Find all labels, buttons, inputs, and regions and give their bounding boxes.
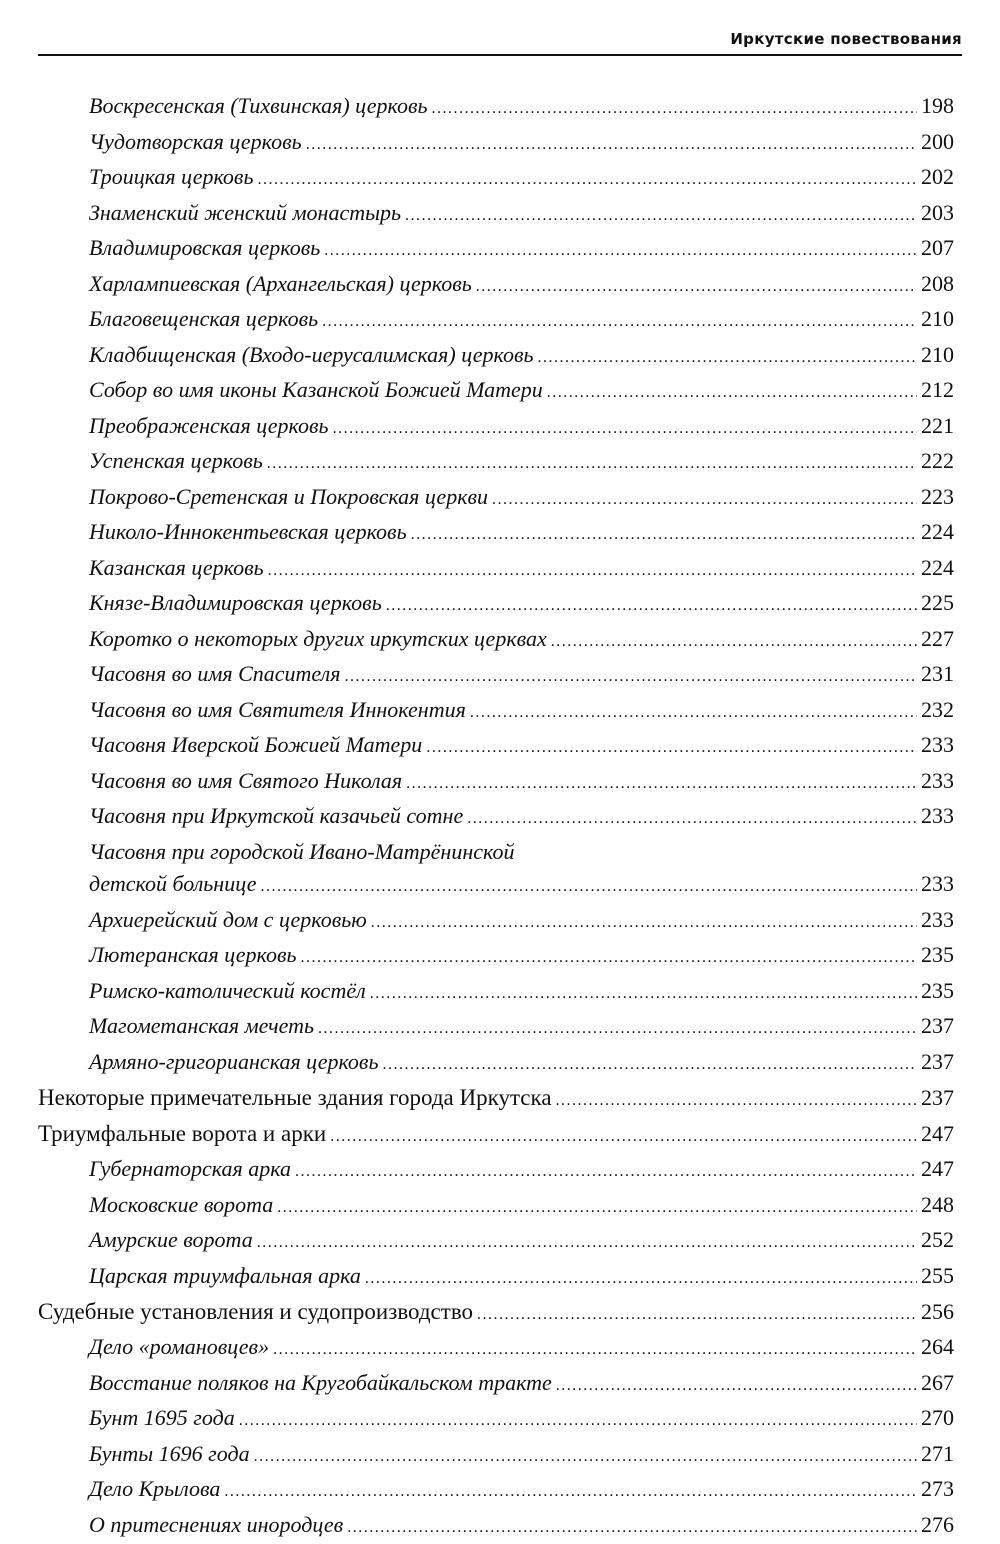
toc-entry-line — [89, 161, 954, 197]
toc-entry-page-number: 233 — [921, 765, 954, 798]
toc-entry-title: Преображенская церковь — [89, 410, 329, 443]
dot-leader — [257, 1227, 917, 1260]
toc-entry — [0, 1331, 1000, 1367]
toc-entry-page-number: 221 — [921, 410, 954, 443]
toc-entry-page-number: 210 — [921, 303, 954, 336]
toc-entry-line — [89, 374, 954, 410]
toc-entry — [0, 445, 1000, 481]
toc-entry-page-number: 207 — [921, 232, 954, 265]
toc-entry-page-number: 233 — [921, 800, 954, 833]
toc-entry — [0, 90, 1000, 126]
toc-entry-line — [89, 1153, 954, 1189]
toc-entry-title: Бунты 1696 года — [89, 1438, 250, 1471]
dot-leader — [273, 1334, 917, 1367]
toc-entry-title: Знаменский женский монастырь — [89, 197, 401, 230]
dot-leader — [492, 484, 917, 517]
toc-entry-line — [89, 268, 954, 304]
toc-entry — [0, 1295, 1000, 1331]
toc-entry — [0, 1224, 1000, 1260]
toc-entry-page-number: 232 — [921, 694, 954, 727]
dot-leader — [371, 907, 917, 940]
toc-entry-title: Воскресенская (Тихвинская) церковь — [89, 90, 428, 123]
toc-entry — [0, 1189, 1000, 1225]
toc-entry-title: Магометанская мечеть — [89, 1010, 314, 1043]
toc-entry-page-number: 224 — [921, 516, 954, 549]
toc-entry-title: Часовня во имя Святого Николая — [89, 765, 402, 798]
toc-entry-title: Троицкая церковь — [89, 161, 253, 194]
toc-entry-line — [89, 694, 954, 730]
dot-leader — [261, 871, 917, 904]
toc-entry-title: Триумфальные ворота и арки — [38, 1117, 326, 1150]
toc-entry-title: Часовня во имя Спасителя — [89, 658, 340, 691]
toc-entry-title: Часовня при Иркутской казачьей сотне — [89, 800, 463, 833]
toc-entry — [0, 232, 1000, 268]
dot-leader — [254, 1441, 917, 1474]
toc-entry-page-number: 198 — [921, 90, 954, 123]
toc-entry — [0, 303, 1000, 339]
dot-leader — [538, 342, 917, 375]
toc-entry-line — [38, 1117, 954, 1153]
toc-entry-page-number: 273 — [921, 1473, 954, 1506]
dot-leader — [224, 1476, 917, 1509]
toc-entry-title: Харлампиевская (Архангельская) церковь — [89, 268, 472, 301]
toc-entry-title: Губернаторская арка — [89, 1153, 291, 1186]
dot-leader — [406, 768, 917, 801]
toc-entry-line — [89, 1010, 954, 1046]
toc-entry-title: О притеснениях инородцев — [89, 1509, 343, 1542]
dot-leader — [547, 377, 917, 410]
toc-entry-line — [89, 90, 954, 126]
toc-entry-page-number: 233 — [921, 904, 954, 937]
toc-entry — [0, 765, 1000, 801]
toc-entry-title: детской больнице — [89, 868, 257, 901]
toc-entry-line — [89, 765, 954, 801]
toc-entry — [0, 800, 1000, 836]
toc-entry-page-number: 256 — [921, 1295, 954, 1328]
toc-entry-line — [89, 1260, 954, 1296]
toc-entry-line — [89, 232, 954, 268]
toc-entry — [0, 1117, 1000, 1153]
toc-entry — [0, 552, 1000, 588]
dot-leader — [365, 1263, 917, 1296]
toc-entry-line — [89, 481, 954, 517]
toc-entry-page-number: 208 — [921, 268, 954, 301]
toc-entry-page-number: 200 — [921, 126, 954, 159]
toc-entry-page-number: 276 — [921, 1509, 954, 1542]
dot-leader — [386, 590, 917, 623]
toc-entry-title: Коротко о некоторых других иркутских церквах — [89, 623, 547, 656]
toc-entry-line — [89, 1367, 954, 1403]
toc-entry — [0, 904, 1000, 940]
toc-entry-title: Успенская церковь — [89, 445, 263, 478]
toc-entry-title: Восстание поляков на Кругобайкальском тракте — [89, 1367, 552, 1400]
toc-entry — [0, 374, 1000, 410]
toc-entry-line — [89, 516, 954, 552]
toc-entry-line — [89, 1473, 954, 1509]
toc-entry-title: Царская триумфальная арка — [89, 1260, 361, 1293]
toc-entry-page-number: 271 — [921, 1438, 954, 1471]
toc-entry-page-number: 247 — [921, 1117, 954, 1150]
dot-leader — [306, 129, 917, 162]
toc-entry-line — [89, 975, 954, 1011]
toc-entry-page-number: 233 — [921, 868, 954, 901]
toc-entry-title: Князе-Владимировская церковь — [89, 587, 382, 620]
toc-entry-title: Лютеранская церковь — [89, 939, 297, 972]
toc-entry-line — [38, 1081, 954, 1117]
toc-entry-page-number: 233 — [921, 729, 954, 762]
toc-entry-line — [89, 126, 954, 162]
toc-entry-line — [89, 1402, 954, 1438]
toc-entry — [0, 161, 1000, 197]
toc-entry — [0, 623, 1000, 659]
toc-entry — [0, 1473, 1000, 1509]
toc-entry — [0, 729, 1000, 765]
dot-leader — [324, 235, 917, 268]
dot-leader — [551, 626, 917, 659]
toc-entry-line — [89, 800, 954, 836]
toc-entry-line — [89, 623, 954, 659]
toc-entry-line — [89, 1189, 954, 1225]
toc-entry-page-number: 237 — [921, 1081, 954, 1114]
toc-entry — [0, 1046, 1000, 1082]
toc-entry — [0, 1438, 1000, 1474]
toc-entry-line — [89, 1046, 954, 1082]
toc-entry-page-number: 223 — [921, 481, 954, 514]
toc-entry-title: Казанская церковь — [89, 552, 264, 585]
dot-leader — [556, 1084, 917, 1117]
toc-entry-page-number: 264 — [921, 1331, 954, 1364]
dot-leader — [295, 1156, 917, 1189]
toc-entry — [0, 268, 1000, 304]
dot-leader — [383, 1049, 918, 1082]
toc-entry — [0, 836, 1000, 904]
toc-entry-title: Часовня во имя Святителя Иннокентия — [89, 694, 466, 727]
toc-entry-page-number: 247 — [921, 1153, 954, 1186]
toc-entry-page-number: 235 — [921, 939, 954, 972]
toc-entry-page-number: 237 — [921, 1010, 954, 1043]
toc-entry — [0, 1081, 1000, 1117]
toc-entry-page-number: 255 — [921, 1260, 954, 1293]
toc-entry — [0, 481, 1000, 517]
toc-entry-page-number: 267 — [921, 1367, 954, 1400]
toc-entry-title: Бунт 1695 года — [89, 1402, 235, 1435]
toc-entry-line — [38, 1295, 954, 1331]
toc-entry — [0, 1509, 1000, 1544]
toc-entry-line — [89, 729, 954, 765]
toc-entry-title: Московские ворота — [89, 1189, 273, 1222]
toc-entry-title: Амурские ворота — [89, 1224, 253, 1257]
toc-entry-title: Некоторые примечательные здания города Иркутска — [38, 1081, 552, 1114]
toc-entry-line — [89, 868, 954, 904]
toc-entry-line — [89, 445, 954, 481]
dot-leader — [470, 697, 917, 730]
toc-entry — [0, 197, 1000, 233]
toc-entry-line — [89, 303, 954, 339]
toc-entry — [0, 658, 1000, 694]
dot-leader — [344, 661, 917, 694]
toc-entry-title: Собор во имя иконы Казанской Божией Матери — [89, 374, 543, 407]
dot-leader — [330, 1120, 917, 1153]
toc-entry — [0, 410, 1000, 446]
toc-entry-page-number: 224 — [921, 552, 954, 585]
toc-entry — [0, 126, 1000, 162]
toc-entry-page-number: 252 — [921, 1224, 954, 1257]
dot-leader — [333, 413, 917, 446]
toc-entry-page-number: 202 — [921, 161, 954, 194]
dot-leader — [467, 803, 917, 836]
table-of-contents — [0, 90, 1000, 1544]
toc-entry — [0, 1260, 1000, 1296]
toc-entry-line — [89, 904, 954, 940]
toc-entry-line — [89, 1224, 954, 1260]
dot-leader — [347, 1512, 917, 1544]
dot-leader — [476, 271, 917, 304]
toc-entry-line — [89, 1331, 954, 1367]
toc-entry — [0, 939, 1000, 975]
toc-entry-line — [89, 939, 954, 975]
toc-entry-title: Покрово-Сретенская и Покровская церкви — [89, 481, 488, 514]
toc-entry-page-number: 203 — [921, 197, 954, 230]
dot-leader — [267, 448, 917, 481]
toc-entry-title: Кладбищенская (Входо-иерусалимская) церковь — [89, 339, 534, 372]
dot-leader — [277, 1192, 917, 1225]
toc-entry-title: Архиерейский дом с церковью — [89, 904, 367, 937]
toc-entry — [0, 516, 1000, 552]
toc-entry-page-number: 248 — [921, 1189, 954, 1222]
toc-entry — [0, 587, 1000, 623]
toc-entry-line — [89, 197, 954, 233]
toc-entry-title: Дело Крылова — [89, 1473, 220, 1506]
toc-entry-page-number: 225 — [921, 587, 954, 620]
toc-entry-title: Часовня Иверской Божией Матери — [89, 729, 422, 762]
toc-entry — [0, 1153, 1000, 1189]
dot-leader — [257, 164, 917, 197]
toc-entry — [0, 1402, 1000, 1438]
toc-entry-page-number: 222 — [921, 445, 954, 478]
dot-leader — [556, 1370, 917, 1403]
toc-entry-title: Дело «романовцев» — [89, 1331, 269, 1364]
toc-entry-page-number: 210 — [921, 339, 954, 372]
toc-entry-page-number: 231 — [921, 658, 954, 691]
toc-entry — [0, 694, 1000, 730]
toc-entry — [0, 1010, 1000, 1046]
running-header — [38, 30, 962, 56]
toc-entry-title: Владимировская церковь — [89, 232, 320, 265]
toc-entry-line — [89, 552, 954, 588]
running-header-title: Иркутские повествования — [730, 30, 962, 48]
dot-leader — [405, 200, 917, 233]
dot-leader — [239, 1405, 917, 1438]
toc-entry-line — [89, 339, 954, 375]
toc-entry-line — [89, 1438, 954, 1474]
toc-entry-title: Николо-Иннокентьевская церковь — [89, 516, 407, 549]
dot-leader — [370, 978, 917, 1011]
toc-entry-title: Судебные установления и судопроизводство — [38, 1295, 473, 1328]
toc-entry-line — [89, 658, 954, 694]
dot-leader — [477, 1298, 917, 1331]
toc-entry-title: Римско-католический костёл — [89, 975, 366, 1008]
toc-entry-page-number: 270 — [921, 1402, 954, 1435]
dot-leader — [318, 1013, 917, 1046]
toc-entry-page-number: 227 — [921, 623, 954, 656]
toc-entry-line — [89, 1509, 954, 1544]
toc-entry-title: Благовещенская церковь — [89, 303, 318, 336]
toc-entry — [0, 975, 1000, 1011]
toc-entry-title: Армяно-григорианская церковь — [89, 1046, 379, 1079]
toc-entry — [0, 339, 1000, 375]
dot-leader — [322, 306, 917, 339]
dot-leader — [268, 555, 917, 588]
toc-entry-title: Чудотворская церковь — [89, 126, 302, 159]
toc-entry — [0, 1367, 1000, 1403]
toc-entry-page-number: 212 — [921, 374, 954, 407]
dot-leader — [426, 732, 917, 765]
toc-entry-line — [89, 587, 954, 623]
dot-leader — [301, 942, 917, 975]
toc-entry-page-number: 237 — [921, 1046, 954, 1079]
dot-leader — [432, 93, 917, 126]
toc-entry-title-line: Часовня при городской Ивано-Матрёнинской — [89, 836, 954, 869]
toc-entry-page-number: 235 — [921, 975, 954, 1008]
dot-leader — [411, 519, 917, 552]
toc-entry-line — [89, 410, 954, 446]
